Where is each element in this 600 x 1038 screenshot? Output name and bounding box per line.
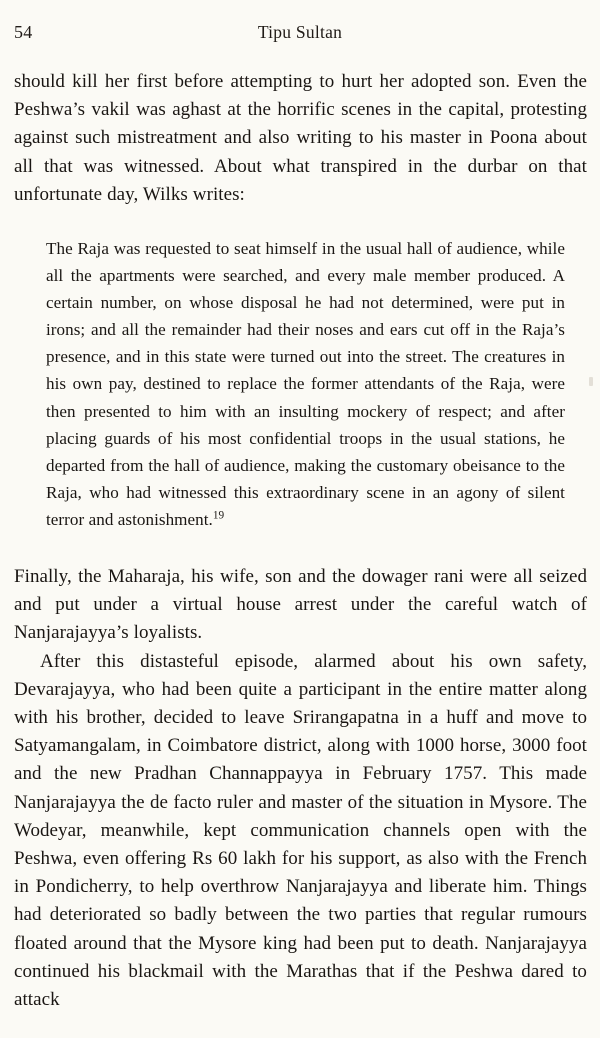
spacer-before-extract: [14, 209, 587, 235]
block-quote-wilks: [46, 235, 565, 533]
running-head: [0, 20, 600, 44]
spacer-after-extract: [14, 533, 587, 563]
block-quote-body: The Raja was requested to seat himself in the usual hall of audience, while all the apartments were searched, and every male member produced. A certain number, on whose disposal he had not determined, were put in irons; and all the remainder had their noses and ears cut off in the Raja’s presence, and in this state were turned out into the street. The creatures in his own pay, destined to replace the former attendants of the Raja, were then presented to him with an insulting mockery of respect; and after placing guards of his most confidential troops in the usual stations, he departed from the hall of audience, making the customary obeisance to the Raja, who had witnessed this extraordinary scene in an agony of silent terror and astonishment.: [46, 239, 565, 529]
scan-artifact-speck: [589, 377, 593, 386]
running-head-title: Tipu Sultan: [257, 22, 343, 42]
footnote-marker: 19: [212, 509, 225, 522]
page-number: 54: [14, 22, 33, 42]
paragraph-finally: Finally, the Maharaja, his wife, son and the dowager rani were all seized and put under a virtual house arrest under the careful watch of Nanjarajayya’s loyalists.: [14, 566, 587, 644]
paragraph-continued: should kill her first before attempting to hurt her adopted son. Even the Peshwa’s vakil was aghast at the horrific scenes in the capital, protesting against such mistreatment and also writing to his master in Poona about all that was witnessed. About what transpired in the durbar on that unfortunate day, Wilks writes:: [14, 71, 587, 205]
paragraph-after-episode: After this distasteful episode, alarmed about his own safety, Devarajayya, who had been quite a participant in the entire matter along with his brother, decided to leave Srirangapatna in a huff and move to Satyamangalam, in Coimbatore district, along with 1000 horse, 3000 foot and the new Pradhan Channappayya in February 1757. This made Nanjarajayya the de facto ruler and master of the situation in Mysore. The Wodeyar, meanwhile, kept communication channels open with the Peshwa, even offering Rs 60 lakh for his support, as also with the French in Pondicherry, to help overthrow Nanjarajayya and liberate him. Things had deteriorated so badly between the two parties that regular rumours floated around that the Mysore king had been put to death. Nanjarajayya continued his blackmail with the Marathas that if the Peshwa dared to attack: [14, 650, 587, 1011]
text-block: [14, 68, 587, 1014]
block-quote-text: [46, 235, 565, 533]
